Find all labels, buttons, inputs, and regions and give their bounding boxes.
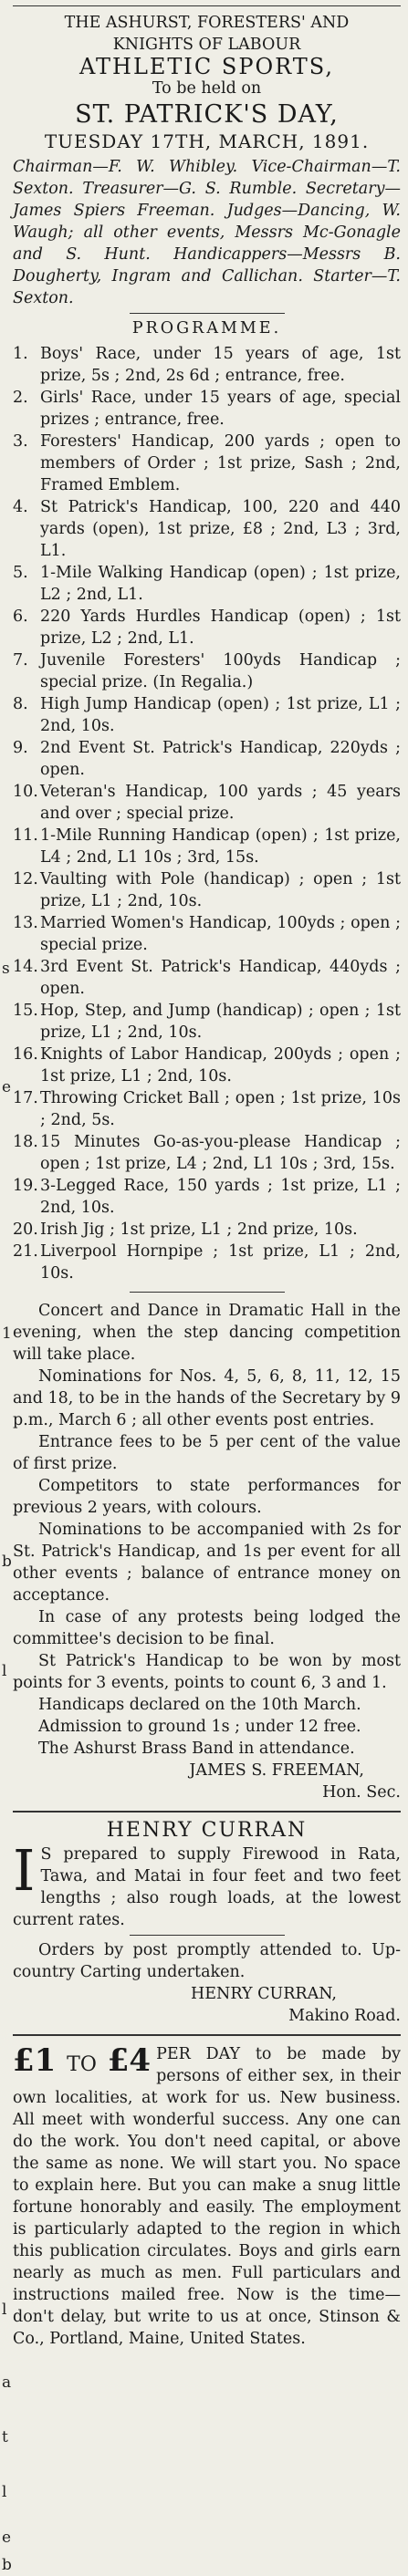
sports-note: In case of any protests being lodged the committee's decision to be final. [13,1608,401,1648]
firewood-signature: HENRY CURRAN, [191,1985,337,2003]
edge-letter: 1 [2,1324,12,1343]
programme-event [13,1000,401,1044]
programme-event [13,1131,401,1175]
event-number: 16. [13,1045,38,1064]
firewood-name: HENRY CURRAN [106,1819,308,1842]
programme-event [13,781,401,825]
sports-note: Admission to ground 1s ; under 12 free. [38,1718,361,1736]
event-text: Girls' Race, under 15 years of age, special prizes ; entrance, free. [40,389,401,429]
firewood-body: S prepared to supply Firewood in Rata, Tawa, and Matai in four feet and two feet lengths ; also rough loads, at the lowest current rates. [13,1845,401,1929]
event-number: 9. [13,739,28,757]
event-text: St Patrick's Handicap, 100, 220 and 440 yards (open), 1st prize, £8 ; 2nd, L3 ; 3rd, L1. [40,498,401,560]
notes-block [13,1300,401,1760]
event-number: 6. [13,608,28,626]
edge-letter: b [2,2556,12,2574]
event-text: Liverpool Hornpipe ; 1st prize, L1 ; 2nd, 10s. [40,1242,401,1283]
event-number: 15. [13,1002,38,1020]
firewood-advertisement [13,1820,401,2027]
sports-note: Nominations for Nos. 4, 5, 6, 8, 11, 12, 15 and 18, to be in the hands of the Secretary by 9 p.m., March 6 ; all other events post entries. [13,1367,401,1429]
programme-event [13,868,401,912]
programme-event [13,825,401,868]
programme-event [13,649,401,693]
edge-letter: t [2,2428,8,2446]
sports-officials: Chairman—F. W. Whibley. Vice-Chairman—T. Sexton. Treasurer—G. S. Rumble. Secretary—James Spiers Freeman. Judges—Dancing, W. Waugh; all other events, Messrs Mc-Gonagle and S. Hunt. Handicappers—Messrs B. Dougherty, Ingram and Callichan. Starter—T. Sexton. [13,158,401,307]
programme-title: PROGRAMME. [131,319,282,338]
sports-note: Nominations to be accompanied with 2s for St. Patrick's Handicap, and 1s per event for all other events ; balance of entrance money on acceptance. [13,1521,401,1605]
event-text: Knights of Labor Handicap, 200yds ; open ; 1st prize, L1 ; 2nd, 10s. [40,1045,401,1085]
event-text: 15 Minutes Go-as-you-please Handicap ; open ; 1st prize, L4 ; 2nd, L1 10s ; 3rd, 15s. [40,1133,401,1173]
edge-letter: s [2,960,10,978]
event-text: Vaulting with Pole (handicap) ; open ; 1st prize, L1 ; 2nd, 10s. [40,870,401,910]
sports-signature-title: Hon. Sec. [322,1783,401,1802]
event-text: Boys' Race, under 15 years of age, 1st prize, 5s ; 2nd, 2s 6d ; entrance, free. [40,345,401,385]
programme-event [13,1241,401,1284]
programme-event [13,496,401,562]
section-rule [13,2034,401,2036]
sports-heading-line4: To be held on [152,79,262,98]
programme-event [13,343,401,387]
event-number: 13. [13,914,38,932]
sports-note: The Ashurst Brass Band in attendance. [38,1740,355,1758]
event-text: 1-Mile Walking Handicap (open) ; 1st prize, L2 ; 2nd, L1. [40,564,401,604]
event-number: 18. [13,1133,38,1151]
programme-list [13,343,401,1284]
edge-letter: l [2,2483,7,2501]
divider [130,313,285,314]
sports-signature: JAMES S. FREEMAN, [189,1761,364,1780]
amount-to: £4 [107,2042,152,2079]
programme-event [13,606,401,649]
programme-event [13,1044,401,1087]
sports-heading-line1: THE ASHURST, FORESTERS' AND [64,14,350,32]
sports-heading-line3: ATHLETIC SPORTS, [78,54,335,79]
event-text: 220 Yards Hurdles Handicap (open) ; 1st prize, L2 ; 2nd, L1. [40,608,401,648]
event-text: Foresters' Handicap, 200 yards ; open to members of Order ; 1st prize, Sash ; 2nd, Framed Emblem. [40,432,401,494]
sports-note: St Patrick's Handicap to be won by most points for 3 events, points to count 6, 3 and 1. [13,1652,401,1692]
event-text: 3-Legged Race, 150 yards ; 1st prize, L1 ; 2nd, 10s. [40,1177,401,1217]
event-text: Married Women's Handicap, 100yds ; open ; special prize. [40,914,401,954]
event-number: 3. [13,432,28,451]
sports-heading-line5: ST. PATRICK'S DAY, [75,100,339,129]
event-number: 19. [13,1177,38,1195]
section-rule [13,1811,401,1813]
event-number: 14. [13,958,38,976]
amount-to-word: TO [67,2053,97,2076]
programme-event [13,1087,401,1131]
amount-from: £1 [13,2042,57,2079]
edge-letter: l [2,2301,7,2319]
programme-event [13,956,401,1000]
edge-letter: l [2,1662,7,1680]
top-rule [13,5,401,6]
event-number: 21. [13,1242,38,1261]
edge-letter: b [2,1553,12,1571]
firewood-body-wrap [13,1837,401,1931]
programme-event [13,387,401,431]
event-number: 20. [13,1220,38,1239]
firewood-dropcap: I [13,1837,36,1904]
event-text: Throwing Cricket Ball ; open ; 1st prize, 10s ; 2nd, 5s. [40,1089,401,1129]
event-text: Juvenile Foresters' 100yds Handicap ; special prize. (In Regalia.) [40,651,401,691]
sports-note: Entrance fees to be 5 per cent of the value of first prize. [13,1433,401,1473]
event-number: 17. [13,1089,38,1107]
firewood-orders: Orders by post promptly attended to. Up-country Carting undertaken. [13,1941,401,1981]
event-text: 1-Mile Running Handicap (open) ; 1st prize, L4 ; 2nd, L1 10s ; 3rd, 15s. [40,826,401,867]
sports-note: Handicaps declared on the 10th March. [38,1696,361,1714]
work-amount [13,2043,151,2083]
sports-advertisement [13,5,401,1803]
event-number: 12. [13,870,38,888]
programme-event [13,1175,401,1219]
sports-heading-line2: KNIGHTS OF LABOUR [112,36,301,54]
event-number: 2. [13,389,28,407]
edge-letter: e [2,1078,12,1096]
event-text: 2nd Event St. Patrick's Handicap, 220yds ; open. [40,739,401,779]
divider [130,1935,285,1936]
firewood-address: Makino Road. [288,2007,401,2025]
event-number: 1. [13,345,28,363]
event-number: 11. [13,826,38,845]
event-text: High Jump Handicap (open) ; 1st prize, L1 ; 2nd, 10s. [40,695,401,735]
event-number: 4. [13,498,28,516]
programme-event [13,562,401,606]
sports-note: Concert and Dance in Dramatic Hall in the evening, when the step dancing competition will take place. [13,1302,401,1364]
work-body: PER DAY to be made by persons of either sex, in their own localities, at work for us. New business. All meet with wonderful success. Any one can do the work. You don't need capital, or above the same as none. We will start you. No space to explain here. But you can make a snug little fortune honorably and easily. The employment is particularly adapted to the region in which this publication circulates. Boys and girls earn nearly as much as men. Full particulars and instructions mailed free. Now is the time—don't delay, but write to us at once, Stinson & Co., Portland, Maine, United States. [13,2045,401,2348]
event-text: Irish Jig ; 1st prize, L1 ; 2nd prize, 10s. [40,1220,358,1239]
programme-event [13,1219,401,1241]
event-text: 3rd Event St. Patrick's Handicap, 440yds ; open. [40,958,401,998]
newspaper-column [13,0,401,2350]
left-edge-cropped-column [0,0,13,2574]
event-number: 7. [13,651,28,670]
event-text: Hop, Step, and Jump (handicap) ; open ; 1st prize, L1 ; 2nd, 10s. [40,1002,401,1042]
edge-letter: a [2,2373,12,2392]
programme-event [13,431,401,496]
event-number: 10. [13,783,38,801]
event-number: 8. [13,695,28,713]
work-advertisement [13,2043,401,2350]
divider [130,1292,285,1293]
sports-heading-line6: TUESDAY 17TH, MARCH, 1891. [44,130,370,152]
programme-event [13,693,401,737]
event-text: Veteran's Handicap, 100 yards ; 45 years and over ; special prize. [40,783,401,823]
programme-event [13,737,401,781]
edge-letter: e [2,2529,12,2547]
event-number: 5. [13,564,28,582]
programme-event [13,912,401,956]
sports-note: Competitors to state performances for previous 2 years, with colours. [13,1477,401,1517]
